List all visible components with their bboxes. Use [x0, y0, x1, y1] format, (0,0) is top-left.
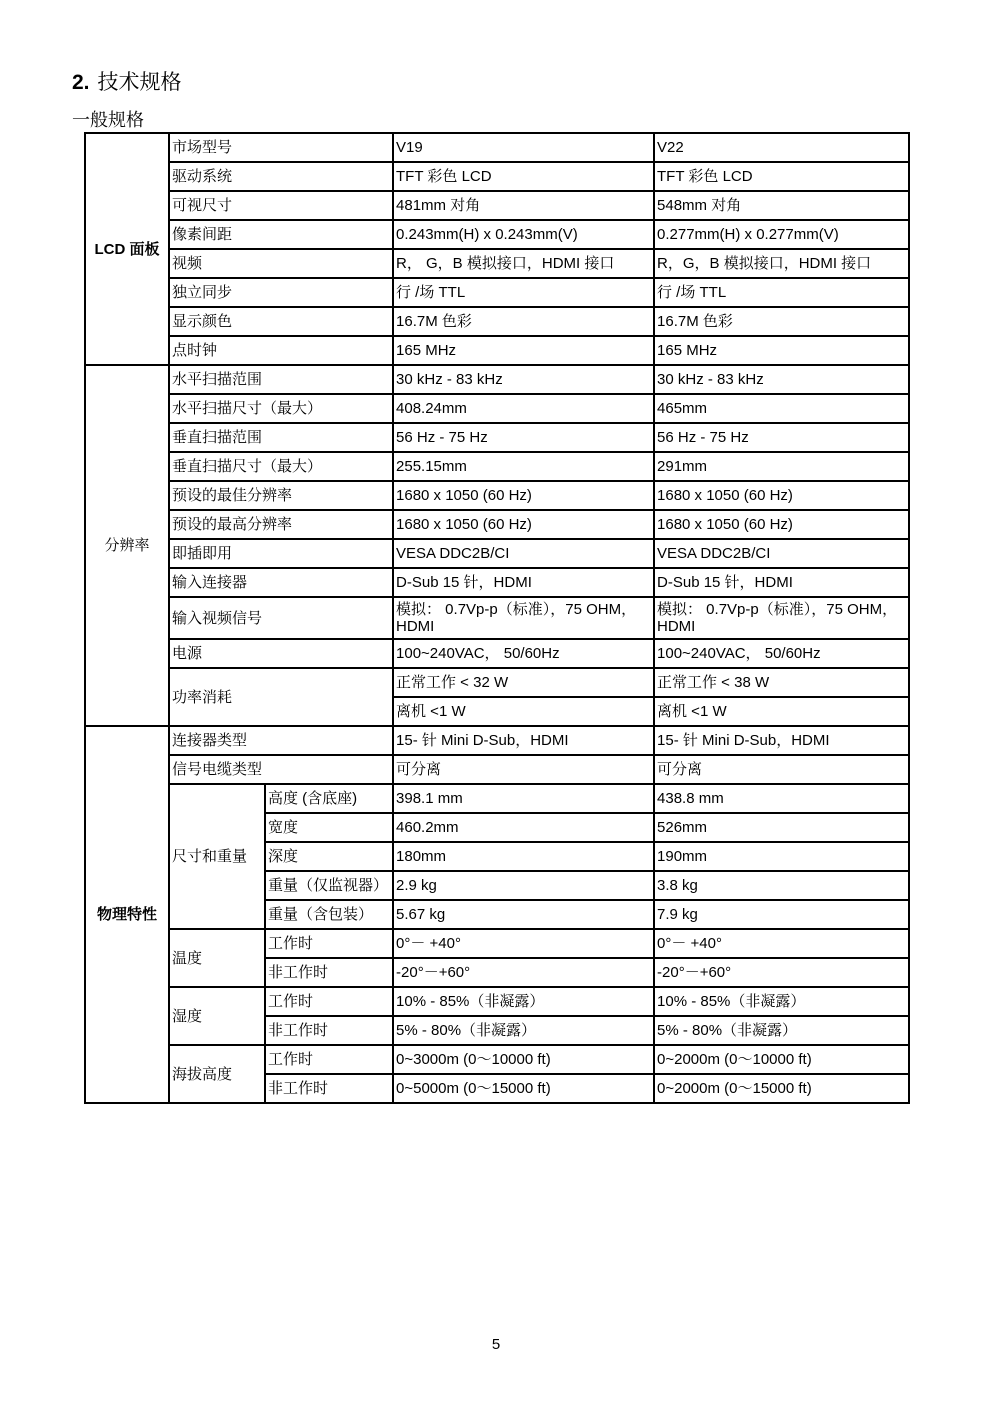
v22-value: 548mm 对角 — [654, 191, 909, 220]
v22-value: 291mm — [654, 452, 909, 481]
v22-value: 526mm — [654, 813, 909, 842]
row-label: 水平扫描尺寸（最大） — [169, 394, 393, 423]
table-row — [85, 539, 909, 568]
v22-value: 10% - 85%（非凝露） — [654, 987, 909, 1016]
v19-value: 模拟： 0.7Vp-p（标准），75 OHM，HDMI — [393, 597, 654, 639]
v19-value: 行 /场 TTL — [393, 278, 654, 307]
v22-value: VESA DDC2B/CI — [654, 539, 909, 568]
subsection-title: 一般规格 — [72, 110, 144, 130]
v19-value: 5.67 kg — [393, 900, 654, 929]
row-label: 像素间距 — [169, 220, 393, 249]
v22-value: 0°－ +40° — [654, 929, 909, 958]
row-label: 连接器类型 — [169, 726, 393, 755]
v22-value: TFT 彩色 LCD — [654, 162, 909, 191]
table-row — [85, 423, 909, 452]
table-row — [85, 365, 909, 394]
table-row — [85, 278, 909, 307]
row-label: 温度 — [169, 929, 265, 987]
table-row — [85, 597, 909, 639]
row-label: 视频 — [169, 249, 393, 278]
v22-value: 100~240VAC， 50/60Hz — [654, 639, 909, 668]
sub-label: 深度 — [265, 842, 393, 871]
group-resolution: 分辨率 — [85, 365, 169, 726]
v19-value: 255.15mm — [393, 452, 654, 481]
v22-value: 5% - 80%（非凝露） — [654, 1016, 909, 1045]
table-row — [85, 510, 909, 539]
sub-label: 非工作时 — [265, 1016, 393, 1045]
row-label: 输入视频信号 — [169, 597, 393, 639]
table-row — [85, 568, 909, 597]
table-row — [85, 307, 909, 336]
v22-value: 1680 x 1050 (60 Hz) — [654, 510, 909, 539]
v19-value: 0~5000m (0～15000 ft) — [393, 1074, 654, 1103]
table-row — [85, 987, 909, 1016]
sub-label: 重量（仅监视器） — [265, 871, 393, 900]
sub-label: 工作时 — [265, 929, 393, 958]
spec-table — [84, 132, 910, 1104]
v22-value: 190mm — [654, 842, 909, 871]
v19-value: 100~240VAC， 50/60Hz — [393, 639, 654, 668]
v19-value: 16.7M 色彩 — [393, 307, 654, 336]
v22-value: 56 Hz - 75 Hz — [654, 423, 909, 452]
v22-value: 465mm — [654, 394, 909, 423]
v19-value: 180mm — [393, 842, 654, 871]
table-row — [85, 336, 909, 365]
v22-value: V22 — [654, 133, 909, 162]
table-row — [85, 162, 909, 191]
v19-value: 30 kHz - 83 kHz — [393, 365, 654, 394]
v19-value: 460.2mm — [393, 813, 654, 842]
v19-value: 1680 x 1050 (60 Hz) — [393, 481, 654, 510]
v22-value: 16.7M 色彩 — [654, 307, 909, 336]
v22-value: 模拟： 0.7Vp-p（标准），75 OHM，HDMI — [654, 597, 909, 639]
table-row — [85, 220, 909, 249]
page-number: 5 — [491, 1336, 501, 1353]
v19-value: TFT 彩色 LCD — [393, 162, 654, 191]
v19-value: VESA DDC2B/CI — [393, 539, 654, 568]
v19-value: 0~3000m (0～10000 ft) — [393, 1045, 654, 1074]
table-row — [85, 726, 909, 755]
row-label: 功率消耗 — [169, 668, 393, 726]
v19-value: 5% - 80%（非凝露） — [393, 1016, 654, 1045]
v22-value: 438.8 mm — [654, 784, 909, 813]
row-label: 电源 — [169, 639, 393, 668]
table-row — [85, 481, 909, 510]
row-label: 湿度 — [169, 987, 265, 1045]
row-label: 预设的最高分辨率 — [169, 510, 393, 539]
row-label: 海拔高度 — [169, 1045, 265, 1103]
row-label: 信号电缆类型 — [169, 755, 393, 784]
v22-value: 30 kHz - 83 kHz — [654, 365, 909, 394]
row-label: 即插即用 — [169, 539, 393, 568]
v22-value: 0~2000m (0～15000 ft) — [654, 1074, 909, 1103]
row-label: 驱动系统 — [169, 162, 393, 191]
v22-value: 3.8 kg — [654, 871, 909, 900]
v19-value: 481mm 对角 — [393, 191, 654, 220]
section-number: 2. — [72, 71, 90, 94]
group-physical: 物理特性 — [85, 726, 169, 1103]
v19-value: 2.9 kg — [393, 871, 654, 900]
v19-value: R， G，B 模拟接口，HDMI 接口 — [393, 249, 654, 278]
sub-label: 工作时 — [265, 1045, 393, 1074]
v22-value: 正常工作 < 38 W — [654, 668, 909, 697]
v19-value: 离机 <1 W — [393, 697, 654, 726]
section-title: 技术规格 — [97, 71, 182, 94]
v19-value: D-Sub 15 针，HDMI — [393, 568, 654, 597]
v19-value: 10% - 85%（非凝露） — [393, 987, 654, 1016]
table-row — [85, 639, 909, 668]
v19-value: -20°－+60° — [393, 958, 654, 987]
sub-label: 高度 (含底座) — [265, 784, 393, 813]
row-label: 点时钟 — [169, 336, 393, 365]
v19-value: 可分离 — [393, 755, 654, 784]
table-row — [85, 784, 909, 813]
v22-value: -20°－+60° — [654, 958, 909, 987]
v19-value: 1680 x 1050 (60 Hz) — [393, 510, 654, 539]
row-label: 尺寸和重量 — [169, 784, 265, 929]
row-label: 独立同步 — [169, 278, 393, 307]
table-row — [85, 668, 909, 697]
v22-value: 0.277mm(H) x 0.277mm(V) — [654, 220, 909, 249]
v22-value: 可分离 — [654, 755, 909, 784]
table-row — [85, 133, 909, 162]
v19-value: 408.24mm — [393, 394, 654, 423]
v19-value: 0°－ +40° — [393, 929, 654, 958]
v22-value: 15- 针 Mini D-Sub，HDMI — [654, 726, 909, 755]
v19-value: 0.243mm(H) x 0.243mm(V) — [393, 220, 654, 249]
v22-value: 7.9 kg — [654, 900, 909, 929]
table-row — [85, 1045, 909, 1074]
row-label: 输入连接器 — [169, 568, 393, 597]
row-label: 显示颜色 — [169, 307, 393, 336]
v19-value: 398.1 mm — [393, 784, 654, 813]
v22-value: 行 /场 TTL — [654, 278, 909, 307]
table-row — [85, 394, 909, 423]
v22-value: 0~2000m (0～10000 ft) — [654, 1045, 909, 1074]
row-label: 可视尺寸 — [169, 191, 393, 220]
table-row — [85, 452, 909, 481]
v19-value: 56 Hz - 75 Hz — [393, 423, 654, 452]
row-label: 市场型号 — [169, 133, 393, 162]
row-label: 水平扫描范围 — [169, 365, 393, 394]
sub-label: 工作时 — [265, 987, 393, 1016]
v19-value: 正常工作 < 32 W — [393, 668, 654, 697]
v22-value: 离机 <1 W — [654, 697, 909, 726]
sub-label: 非工作时 — [265, 1074, 393, 1103]
table-row — [85, 191, 909, 220]
sub-label: 重量（含包装） — [265, 900, 393, 929]
table-row — [85, 249, 909, 278]
sub-label: 宽度 — [265, 813, 393, 842]
row-label: 垂直扫描范围 — [169, 423, 393, 452]
v22-value: 1680 x 1050 (60 Hz) — [654, 481, 909, 510]
v22-value: R，G，B 模拟接口，HDMI 接口 — [654, 249, 909, 278]
v22-value: 165 MHz — [654, 336, 909, 365]
v19-value: 15- 针 Mini D-Sub，HDMI — [393, 726, 654, 755]
row-label: 垂直扫描尺寸（最大） — [169, 452, 393, 481]
sub-label: 非工作时 — [265, 958, 393, 987]
row-label: 预设的最佳分辨率 — [169, 481, 393, 510]
group-lcd: LCD 面板 — [85, 133, 169, 365]
section-heading — [72, 66, 182, 96]
table-row — [85, 929, 909, 958]
v22-value: D-Sub 15 针，HDMI — [654, 568, 909, 597]
v19-value: V19 — [393, 133, 654, 162]
v19-value: 165 MHz — [393, 336, 654, 365]
table-row — [85, 755, 909, 784]
